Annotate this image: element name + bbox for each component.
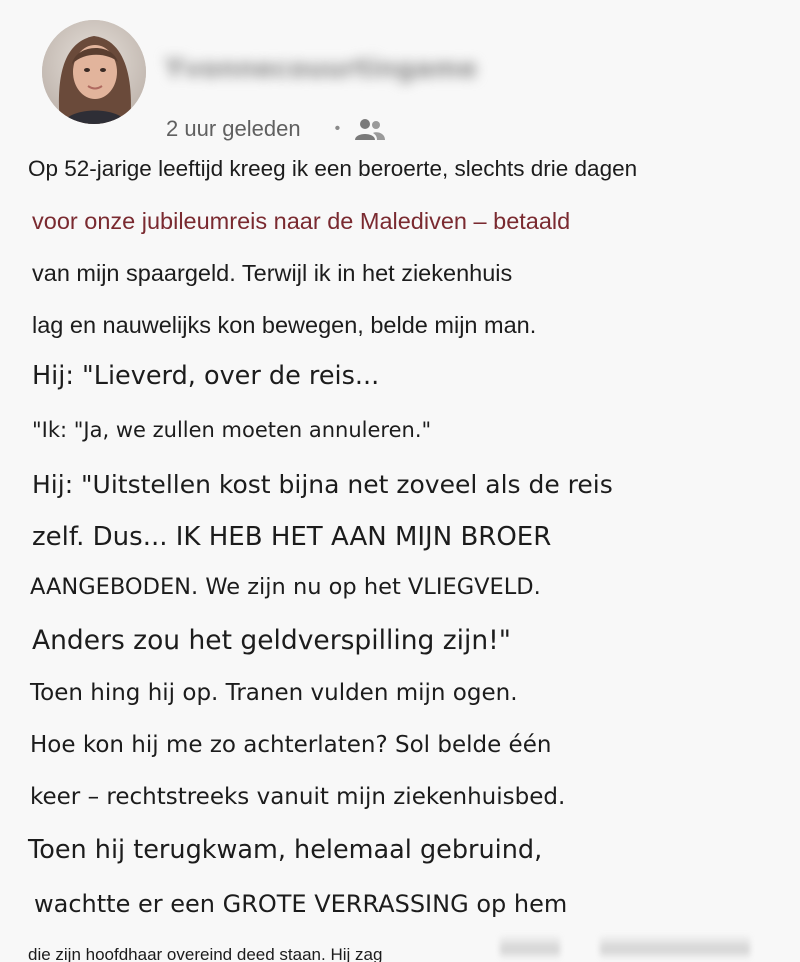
people-icon [352,116,386,142]
avatar-portrait [42,20,146,124]
story-line-7: Hij: "Uitstellen kost bijna net zoveel als de reis [32,470,613,499]
story-line-3: van mijn spaargeld. Terwijl ik in het ziekenhuis [32,260,513,286]
scan-smudge [500,934,560,960]
story-line-10: Anders zou het geldverspilling zijn!" [32,625,511,656]
story-line-6: "Ik: "Ja, we zullen moeten annuleren." [32,418,432,442]
story-line-4: lag en nauwelijks kon bewegen, belde mijn man. [32,312,537,338]
story-line-5: Hij: "Lieverd, over de reis... [32,361,380,391]
comment-timestamp[interactable]: 2 uur geleden [166,116,301,141]
meta-separator: • [334,120,341,137]
user-avatar[interactable] [42,20,146,124]
scan-smudge [600,934,750,960]
story-line-12: Hoe kon hij me zo achterlaten? Sol belde één [30,732,552,758]
comment-meta [166,114,386,144]
story-line-2: voor onze jubileumreis naar de Malediven – betaald [32,208,571,234]
story-line-11: Toen hing hij op. Tranen vulden mijn ogen. [30,680,518,706]
story-line-9: AANGEBODEN. We zijn nu op het VLIEGVELD. [30,574,541,600]
story-line-13: keer – rechtstreeks vanuit mijn ziekenhuisbed. [30,784,566,810]
story-line-1: Op 52-jarige leeftijd kreeg ik een beroerte, slechts drie dagen [28,156,638,181]
story-line-14: Toen hij terugkwam, helemaal gebruind, [28,835,543,865]
story-line-16: die zijn hoofdhaar overeind deed staan. Hij zag [28,945,383,962]
story-line-15: wachtte er een GROTE VERRASSING op hem [34,890,568,918]
comment-username[interactable]: Yvonnecouurtingame [165,54,478,84]
story-line-8: zelf. Dus... IK HEB HET AAN MIJN BROER [32,522,552,552]
